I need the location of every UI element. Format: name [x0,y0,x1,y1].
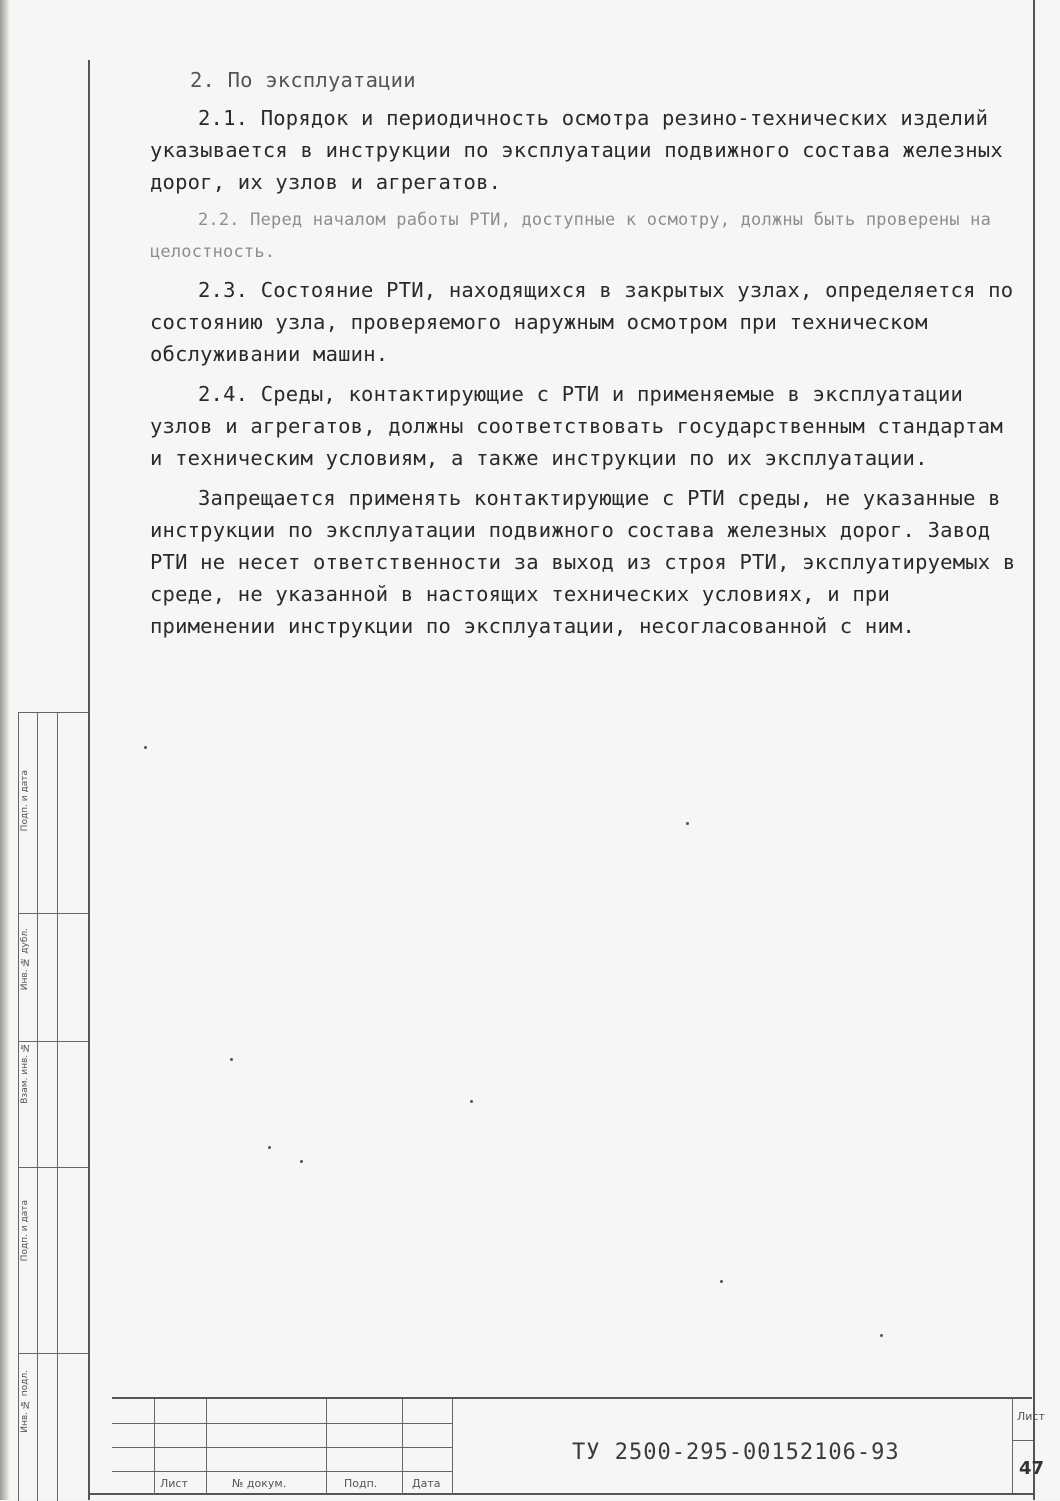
sheet-number: 47 [1019,1458,1045,1479]
title-block-caption: Лист [160,1477,188,1490]
frame-right-line [1033,0,1035,1500]
title-block-divider [452,1399,453,1495]
title-block-caption: Подп. [344,1477,378,1490]
document-body [150,64,1025,642]
side-stamp-divider [19,1353,89,1354]
side-stamp-label: Подп. и дата [20,1200,30,1262]
scan-speck [230,1058,233,1061]
side-stamp-divider [19,913,89,914]
side-stamp-divider [57,713,58,1501]
paragraph-2-3: 2.3. Состояние РТИ, находящихся в закрытых узлах, определяется по состоянию узла, проверяемого наружным осмотром при техническом обслуживании машин. [150,278,1014,366]
side-stamp-label: Взам. инв. № [20,1042,30,1104]
title-block-divider [112,1423,452,1424]
section-heading: 2. По эксплуатации [190,68,416,92]
document-code: ТУ 2500-295-00152106-93 [572,1440,900,1465]
side-stamp-label: Инв. № подл. [20,1370,30,1433]
scan-speck [144,746,147,749]
title-block-caption: № докум. [232,1477,287,1490]
side-stamp-label: Подп. и дата [20,770,30,832]
scan-speck [470,1100,473,1103]
paragraph-2-2: 2.2. Перед началом работы РТИ, доступные к осмотру, должны быть проверены на целостность. [150,210,992,262]
scan-speck [720,1280,723,1283]
side-stamp-divider [37,713,38,1501]
side-stamp-divider [19,1167,89,1168]
scan-edge [0,0,10,1500]
paragraph-prohibition: Запрещается применять контактирующие с РТИ среды, не указанные в инструкции по эксплуатации подвижного состава железных дорог. Завод РТИ не несет ответственности за выход из строя РТИ, эксплуатируемых в среде, не указанной в настоящих технических условиях, и при применении инструкции по эксплуатации, несогласованной с ним. [150,486,1016,638]
scan-speck [686,822,689,825]
scan-speck [880,1334,883,1337]
sheet-label: Лист [1017,1410,1045,1423]
paragraph-2-1: 2.1. Порядок и периодичность осмотра резино-технических изделий указывается в инструкции по эксплуатации подвижного состава железных дорог, их узлов и агрегатов. [150,106,1003,194]
scan-speck [300,1160,303,1163]
side-stamp-label: Инв. № дубл. [20,928,30,991]
title-block-caption: Дата [412,1477,441,1490]
title-block-divider [112,1447,452,1448]
sheet-box-divider [1012,1440,1033,1441]
scan-speck [268,1146,271,1149]
title-block-divider [112,1471,452,1472]
paragraph-2-4: 2.4. Среды, контактирующие с РТИ и применяемые в эксплуатации узлов и агрегатов, должны соответствовать государственным стандартам и техническим условиям, а также инструкции по их эксплуатации. [150,382,1003,470]
